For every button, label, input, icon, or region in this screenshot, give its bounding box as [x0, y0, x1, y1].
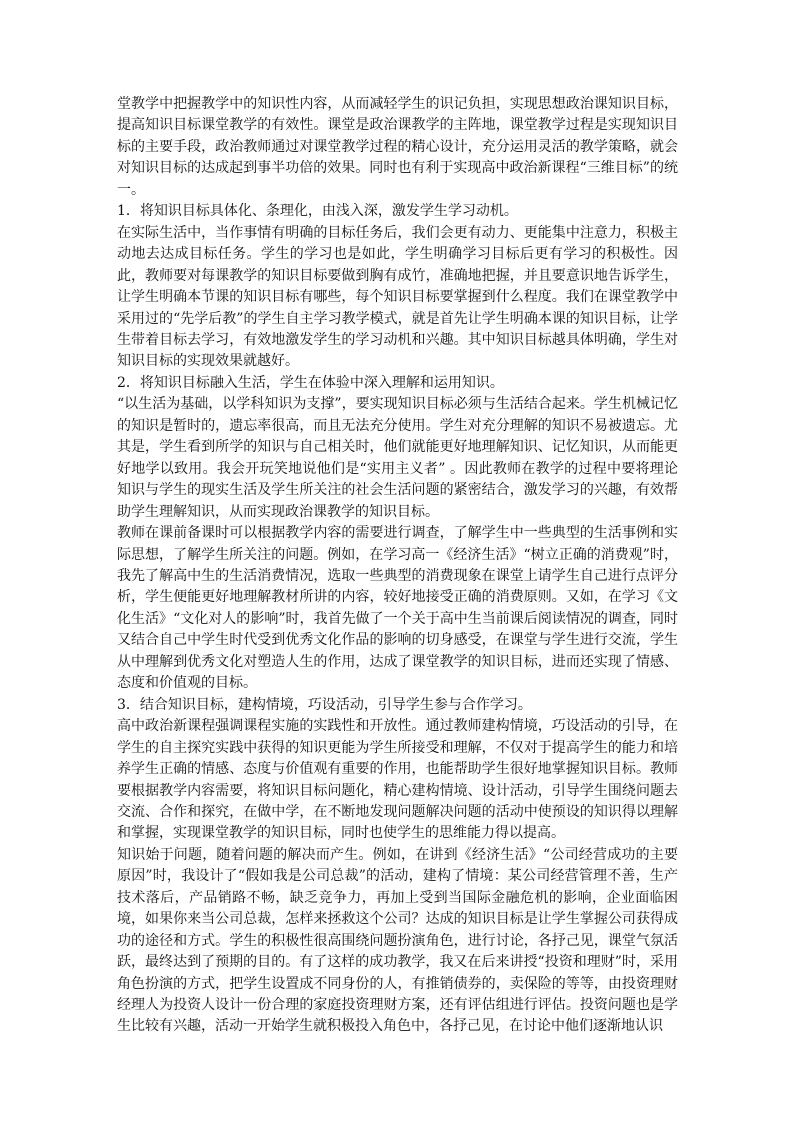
document-body — [117, 94, 678, 1038]
paragraph-2b: 教师在课前备课时可以根据教学内容的需要进行调查，了解学生中一些典型的生活事例和实际思想，了解学生所关注的问题。例如，在学习高一《经济生活》“树立正确的消费观”时，我先了解高中生的生活消费情况，选取一些典型的消费现象在课堂上请学生自己进行点评分析，学生便能更好地理解教材所讲的内容，较好地接受正确的消费原则。又如，在学习《文化生活》“文化对人的影响”时，我首先做了一个关于高中生当前课后阅读情况的调查，同时又结合自己中学生时代受到优秀文化作品的影响的切身感受，在课堂与学生进行交流，学生从中理解到优秀文化对塑造人生的作用，达成了课堂教学的知识目标，进而还实现了情感、态度和价值观的目标。 — [117, 525, 678, 692]
heading-3: 3．结合知识目标，建构情境，巧设活动，引导学生参与合作学习。 — [117, 696, 532, 713]
paragraph-intro: 堂教学中把握教学中的知识性内容，从而减轻学生的识记负担，实现思想政治课知识目标，提高知识目标课堂教学的有效性。课堂是政治课教学的主阵地，课堂教学过程是实现知识目标的主要手段，政治教师通过对课堂教学过程的精心设计，充分运用灵活的教学策略，就会对知识目标的达成起到事半功倍的效果。同时也有利于实现高中政治新课程“三维目标”的统一。 — [117, 96, 678, 198]
paragraph-3b: 知识始于问题，随着问题的解决而产生。例如，在讲到《经济生活》“公司经营成功的主要原因”时，我设计了“假如我是公司总裁”的活动，建构了情境：某公司经营管理不善，生产技术落后，产品销路不畅，缺乏竞争力，再加上受到当国际金融危机的影响，企业面临困境，如果你来当公司总裁，怎样来拯救这个公司？达成的知识目标是让学生掌握公司获得成功的途径和方式。学生的积极性很高围绕问题扮演角色，进行讨论，各抒己见，课堂气氛活跃，最终达到了预期的目的。有了这样的成功教学，我又在后来讲授“投资和理财”时，采用角色扮演的方式，把学生设置成不同身份的人，有推销债券的，卖保险的等等，由投资理财经理人为投资人设计一份合理的家庭投资理财方案，还有评估组进行评估。投资问题也是学生比较有兴趣，活动一开始学生就积极投入角色中，各抒己见，在讨论中他们逐渐地认识 — [117, 846, 678, 1035]
paragraph-3a: 高中政治新课程强调课程实施的实践性和开放性。通过教师建构情境，巧设活动的引导，在学生的自主探究实践中获得的知识更能为学生所接受和理解，不仅对于提高学生的能力和培养学生正确的情感、态度与价值观有重要的作用，也能帮助学生很好地掌握知识目标。教师要根据教学内容需要，将知识目标问题化，精心建构情境、设计活动，引导学生围绕问题去交流、合作和探究，在做中学，在不断地发现问题解决问题的活动中使预设的知识得以理解和掌握，实现课堂教学的知识目标，同时也使学生的思维能力得以提高。 — [117, 718, 678, 842]
heading-1: 1．将知识目标具体化、条理化，由浅入深，激发学生学习动机。 — [117, 203, 518, 220]
paragraph-2a: “以生活为基础，以学科知识为支撑”，要实现知识目标必须与生活结合起来。学生机械记忆的知识是暂时的，遗忘率很高，而且无法充分使用。学生对充分理解的知识不易被遗忘。尤其是，学生看到所学的知识与自己相关时，他们就能更好地理解知识、记忆知识，从而能更好地学以致用。我会开玩笑地说他们是“实用主义者” 。因此教师在教学的过程中要将理论知识与学生的现实生活及学生所关注的社会生活问题的紧密结合，激发学习的兴趣，有效帮助学生理解知识，从而实现政治课教学的知识目标。 — [117, 396, 678, 520]
heading-2: 2．将知识目标融入生活，学生在体验中深入理解和运用知识。 — [117, 374, 504, 391]
paragraph-1: 在实际生活中，当作事情有明确的目标任务后，我们会更有动力、更能集中注意力，积极主动地去达成目标任务。学生的学习也是如此，学生明确学习目标后更有学习的积极性。因此，教师要对每课教学的知识目标要做到胸有成竹，准确地把握，并且要意识地告诉学生，让学生明确本节课的知识目标有哪些，每个知识目标要掌握到什么程度。我们在课堂教学中采用过的“先学后教”的学生自主学习教学模式，就是首先让学生明确本课的知识目标，让学生带着目标去学习，有效地激发学生的学习动机和兴趣。其中知识目标越具体明确，学生对知识目标的实现效果就越好。 — [117, 224, 678, 370]
